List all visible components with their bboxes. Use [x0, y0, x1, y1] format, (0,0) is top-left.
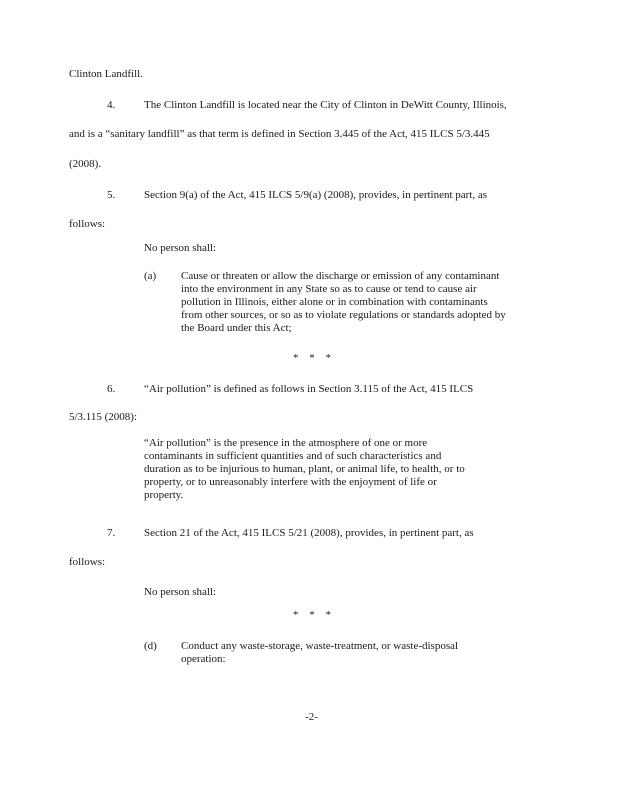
ellipsis-stars-2: * * * — [293, 609, 335, 621]
paragraph-5-line-2: follows: — [69, 218, 106, 230]
quote-intro-1: No person shall: — [144, 242, 217, 254]
paragraph-4-line-1: The Clinton Landfill is located near the City of Clinton in DeWitt County, Illinois, — [144, 99, 507, 111]
item-d-line: Conduct any waste-storage, waste-treatment, or waste-disposal — [181, 640, 459, 652]
paragraph-5-number: 5. — [107, 189, 116, 201]
quote-line: duration as to be injurious to human, plant, or animal life, to health, or to — [144, 463, 465, 475]
continued-text: Clinton Landfill. — [69, 68, 143, 80]
paragraph-6-line-2: 5/3.115 (2008): — [69, 411, 138, 423]
item-a-line: into the environment in any State so as to cause or tend to cause air — [181, 283, 477, 295]
item-d-text — [181, 640, 541, 666]
item-a-text — [181, 270, 551, 335]
air-pollution-quote — [144, 437, 524, 502]
quote-line: “Air pollution” is the presence in the atmosphere of one or more — [144, 437, 428, 449]
item-a-line: pollution in Illinois, either alone or in combination with contaminants — [181, 296, 488, 308]
item-a-line: from other sources, or so as to violate regulations or standards adopted by — [181, 309, 506, 321]
quote-line: property, or to unreasonably interfere with the enjoyment of life or — [144, 476, 437, 488]
paragraph-4-line-3: (2008). — [69, 158, 102, 170]
paragraph-6-number: 6. — [107, 383, 116, 395]
paragraph-6-line-1: “Air pollution” is defined as follows in Section 3.115 of the Act, 415 ILCS — [144, 383, 474, 395]
quote-intro-2: No person shall: — [144, 586, 217, 598]
item-d-line: operation: — [181, 653, 226, 665]
paragraph-7-line-1: Section 21 of the Act, 415 ILCS 5/21 (2008), provides, in pertinent part, as — [144, 527, 474, 539]
item-a-label: (a) — [144, 270, 157, 282]
item-d-label: (d) — [144, 640, 157, 652]
quote-line: contaminants in sufficient quantities and of such characteristics and — [144, 450, 442, 462]
item-a-line: Cause or threaten or allow the discharge or emission of any contaminant — [181, 270, 500, 282]
page-number: -2- — [305, 711, 318, 723]
item-a-line: the Board under this Act; — [181, 322, 292, 334]
quote-line: property. — [144, 489, 184, 501]
paragraph-4-line-2: and is a “sanitary landfill” as that term is defined in Section 3.445 of the Act, 415 ILCS 5/3.445 — [69, 128, 490, 140]
ellipsis-stars-1: * * * — [293, 352, 335, 364]
paragraph-7-line-2: follows: — [69, 556, 106, 568]
paragraph-4-number: 4. — [107, 99, 116, 111]
paragraph-7-number: 7. — [107, 527, 116, 539]
paragraph-5-line-1: Section 9(a) of the Act, 415 ILCS 5/9(a) (2008), provides, in pertinent part, as — [144, 189, 488, 201]
